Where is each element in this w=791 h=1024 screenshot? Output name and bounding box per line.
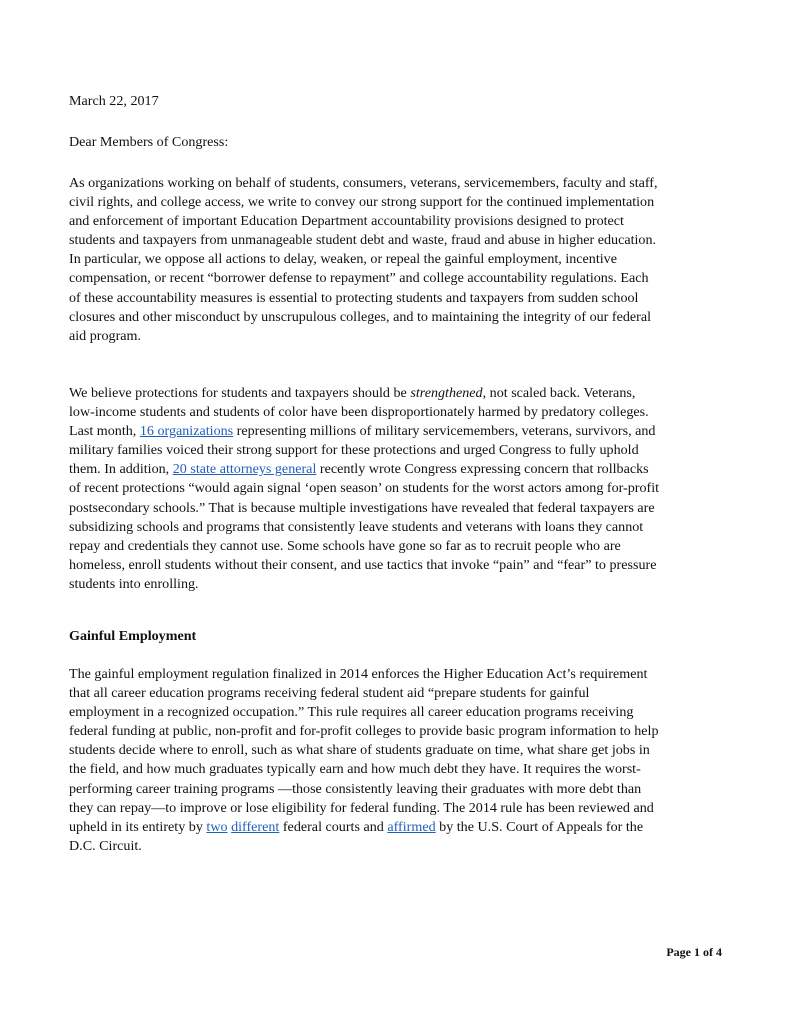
text-line: federal funding at public, non-profit and for-profit colleges to provide basic program information to help	[69, 723, 659, 740]
text-line: employment in a recognized occupation.” This rule requires all career education programs receiving	[69, 704, 634, 721]
paragraph-intro	[69, 174, 729, 346]
text-line: and enforcement of important Education Department accountability provisions designed to protect	[69, 213, 624, 230]
paragraph-protections	[69, 384, 729, 594]
text-line: subsidizing schools and programs that consistently leave students and veterans with loans they cannot	[69, 518, 644, 535]
text-line: military families voiced their strong support for these protections and urged Congress to fully uphold	[69, 442, 639, 459]
text-line: We believe protections for students and taxpayers should be strengthened, not scaled back. Veterans,	[69, 385, 636, 401]
letter-date: March 22, 2017	[69, 93, 159, 109]
text-line: closures and other misconduct by unscrupulous colleges, and to maintaining the integrity of our federal	[69, 308, 652, 325]
text-line: the field, and how much graduates typically earn and how much debt they have. It requires the worst-	[69, 761, 641, 778]
text-line: civil rights, and college access, we write to convey our strong support for the continued implementation	[69, 194, 655, 211]
text-line: As organizations working on behalf of students, consumers, veterans, servicemembers, faculty and staff,	[69, 175, 658, 191]
text-line: In particular, we oppose all actions to delay, weaken, or repeal the gainful employment, incentive	[69, 251, 617, 268]
link-different[interactable]: different	[231, 818, 280, 835]
text-line: of recent protections “would again signal ‘open season’ on students for the worst actors among for-profit	[69, 480, 660, 497]
text-line: homeless, enroll students without their consent, and use tactics that invoke “pain” and “fear” to pressure	[69, 556, 657, 573]
link-16-organizations[interactable]: 16 organizations	[139, 423, 234, 440]
text-line: them. In addition, 20 state attorneys general recently wrote Congress expressing concern that rollbacks	[69, 461, 649, 478]
paragraph-gainful-employment	[69, 665, 729, 856]
link-affirmed[interactable]: affirmed	[387, 818, 436, 835]
text-line: compensation, or recent “borrower defense to repayment” and college accountability regulations. Each	[69, 270, 649, 287]
text-line: postsecondary schools.” That is because multiple investigations have revealed that federal taxpayers are	[69, 499, 655, 516]
link-two[interactable]: two	[206, 818, 228, 835]
text-line: repay and credentials they cannot use. Some schools have gone so far as to recruit people who are	[69, 537, 621, 554]
text-line: D.C. Circuit.	[69, 837, 142, 854]
text-line: they can repay—to improve or lose eligibility for federal funding. The 2014 rule has been reviewed and	[69, 799, 654, 816]
text-line: that all career education programs receiving federal student aid “prepare students for gainful	[69, 685, 590, 702]
page-number: Page 1 of 4	[666, 945, 722, 959]
section-heading: Gainful Employment	[69, 628, 197, 644]
text-line: upheld in its entirety by two different federal courts and affirmed by the U.S. Court of Appeals for the	[69, 818, 644, 835]
text-line: students decide where to enroll, such as what share of students graduate on time, what share get jobs in	[69, 742, 650, 759]
emphasis-text: strengthened	[410, 385, 483, 401]
text-line: students into enrolling.	[69, 575, 199, 592]
text-line: aid program.	[69, 327, 142, 344]
text-line: students and taxpayers from unmanageable student debt and waste, fraud and abuse in higher education.	[69, 232, 657, 249]
text-line: Last month, 16 organizations representing millions of military servicemembers, veterans, survivors, and	[69, 423, 656, 440]
link-20-state-attorneys-general[interactable]: 20 state attorneys general	[172, 461, 317, 478]
text-line: The gainful employment regulation finalized in 2014 enforces the Higher Education Act’s requirement	[69, 666, 648, 682]
text-line: of these accountability measures is essential to protecting students and taxpayers from sudden school	[69, 289, 639, 306]
salutation: Dear Members of Congress:	[69, 134, 229, 150]
text-line: low-income students and students of color have been disproportionately harmed by predatory colleges.	[69, 404, 649, 421]
text-line: performing career training programs —those consistently leaving their graduates with more debt than	[69, 780, 642, 797]
